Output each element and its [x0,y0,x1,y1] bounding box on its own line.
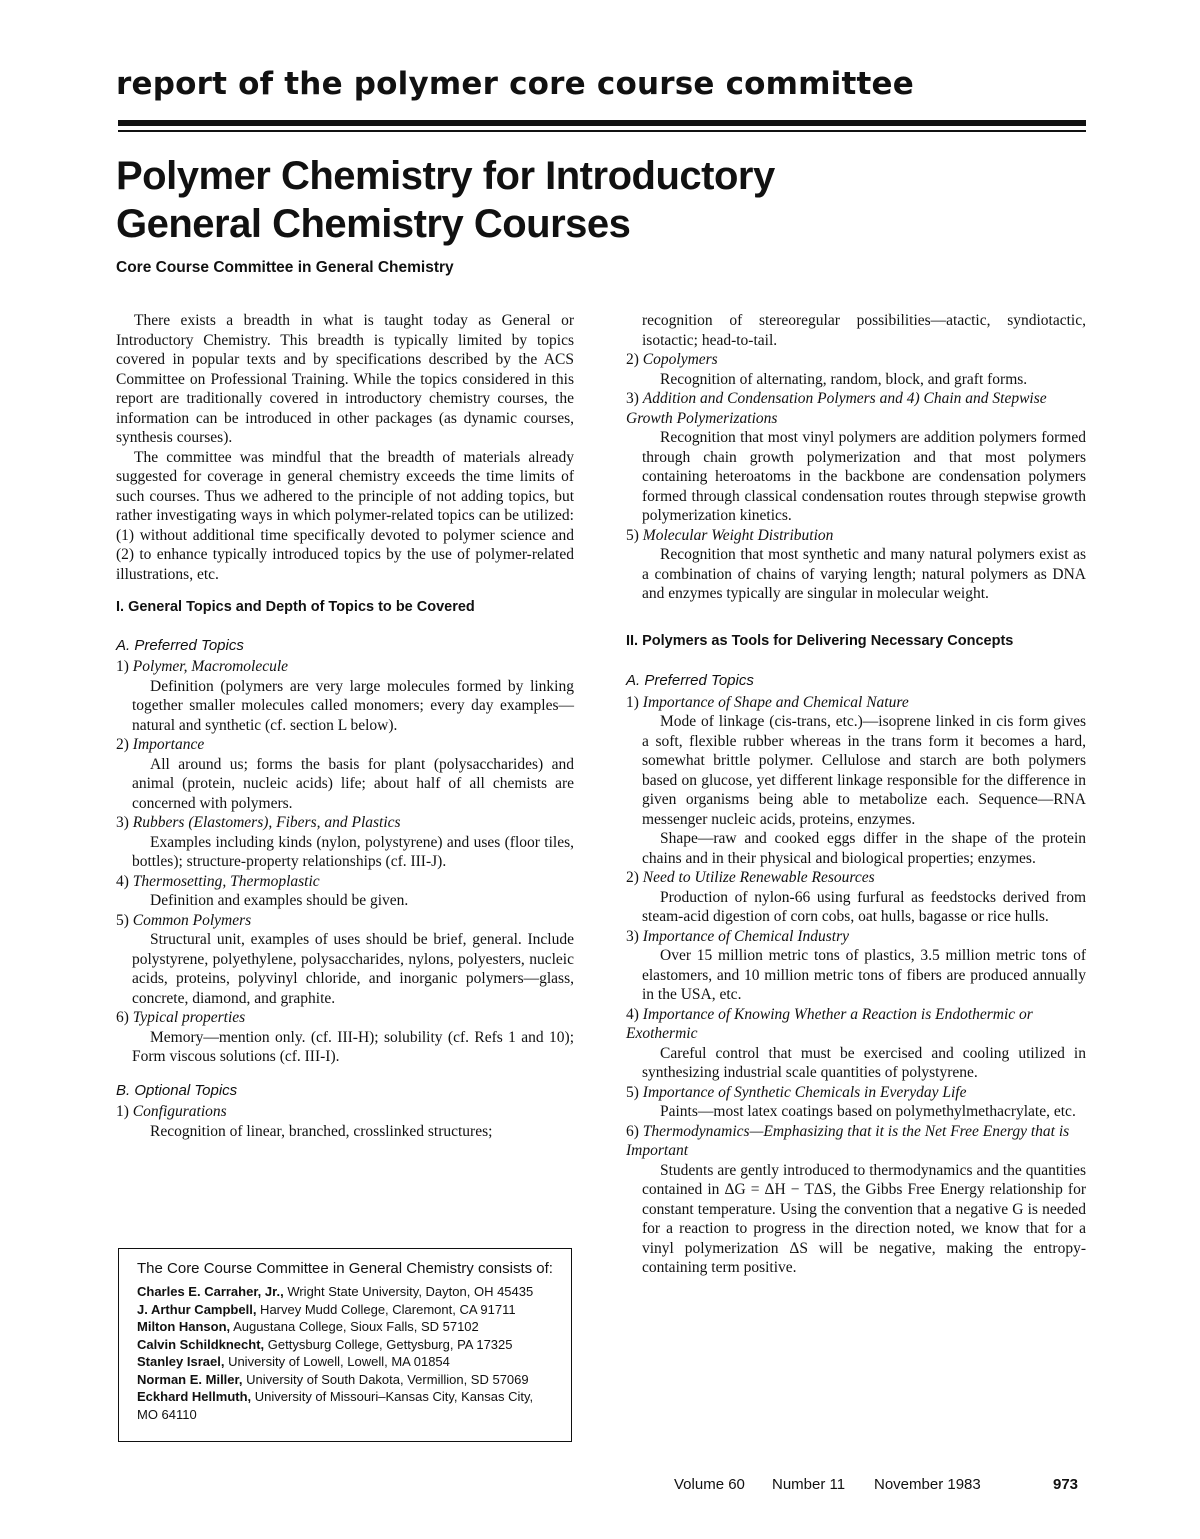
item-title: Thermodynamics—Emphasizing that it is the Net Free Energy that is Important [626,1122,1070,1159]
header-rule-thin [118,130,1086,132]
topic-item [626,1005,1086,1083]
item-number: 4) [116,872,129,890]
item-title: Rubbers (Elastomers), Fibers, and Plastics [132,814,401,831]
item-body: Recognition of alternating, random, block, and graft forms. [660,370,1028,388]
committee-member [137,1301,557,1319]
topic-item [116,1102,574,1141]
item-body: Students are gently introduced to thermodynamics and the quantities contained in ΔG = ΔH − TΔS, the Gibbs Free Energy relationship for constant temperature. Using the convention that a negative G is needed for a reaction to progress in the direction noted, we know that for a vinyl polymerization ΔS will be negative, making the entropy-containing term positive. [642,1161,1086,1276]
page-number: 973 [1053,1476,1079,1493]
member-name: Eckhard Hellmuth, [137,1389,252,1404]
section-heading-2: II. Polymers as Tools for Delivering Necessary Concepts [626,632,1014,649]
item-body: Shape—raw and cooked eggs differ in the shape of the protein chains and in their physical and biological properties; enzymes. [642,830,1086,867]
intro-paragraph-1: There exists a breadth in what is taught today as General or Introductory Chemistry. This breadth is typically limited by topics covered in popular texts and by specifications described by the ACS Committee on Professional Training. While the topics considered in this report are traditionally covered in introductory chemistry courses, the information can be introduced in other packages (as dynamic courses, synthesis courses). [116,312,574,446]
item-number: 2) [116,736,129,753]
report-banner: report of the polymer core course committee [116,66,914,102]
item-title: Polymer, Macromolecule [132,658,289,675]
item-title: Need to Utilize Renewable Resources [642,869,875,886]
item-title: Addition and Condensation Polymers and 4) Chain and Stepwise Growth Polymerizations [626,390,1047,427]
item-number: 3) [626,927,639,945]
topic-item [626,927,1086,1005]
item-title: Importance of Shape and Chemical Nature [642,693,909,711]
committee-member [137,1353,557,1371]
item-body: Recognition of linear, branched, crosslinked structures; [150,1122,493,1140]
committee-member [137,1388,557,1423]
item-number: 5) [626,1083,639,1101]
subsection-preferred-topics-2: A. Preferred Topics [626,672,754,689]
article-title [116,152,775,248]
topic-item [626,350,1086,389]
right-column [626,311,1086,1278]
footer-number: Number 11 [772,1476,846,1493]
section-heading-1: I. General Topics and Depth of Topics to be Covered [116,599,475,615]
item-title: Molecular Weight Distribution [642,526,834,544]
item-body: Definition (polymers are very large molecules formed by linking together smaller molecules called monomers; every day examples—natural and synthetic (cf. section L below). [132,677,574,734]
item-number: 2) [626,351,639,368]
item-body: Structural unit, examples of uses should be brief, general. Include polystyrene, polyethylene, polysaccharides, nylons, polyesters, nucleic acids, proteins, polyvinyl chloride, and inorganic polymers—glass, concrete, diamond, and graphite. [132,931,574,1007]
item-number: 2) [626,869,639,886]
item-number: 3) [626,390,639,407]
item-number: 4) [626,1005,639,1023]
topic-item [626,389,1086,526]
member-affiliation: Wright State University, Dayton, OH 45435 [283,1284,534,1299]
committee-members-box [118,1248,572,1442]
item-body-continued: recognition of stereoregular possibilities—atactic, syndiotactic, isotactic; head-to-tail. [642,312,1086,349]
item-number: 6) [626,1122,639,1140]
item-body: Memory—mention only. (cf. III-H); solubility (cf. Refs 1 and 10); Form viscous solutions (cf. III-I). [132,1028,574,1065]
item-number: 3) [116,814,129,831]
item-body: Recognition that most synthetic and many natural polymers exist as a combination of chains of varying length; natural polymers as DNA and enzymes typically are singular in molecular weight. [642,546,1086,602]
item-title: Thermosetting, Thermoplastic [132,872,320,890]
item-title: Typical properties [132,1009,246,1026]
item-number: 5) [626,526,639,544]
item-title: Importance [132,736,205,753]
topic-item [116,1008,574,1067]
subsection-optional-topics: B. Optional Topics [116,1081,238,1099]
committee-list [137,1259,557,1423]
title-line-1: Polymer Chemistry for Introductory [116,154,775,198]
item-number: 1) [626,693,639,711]
item-body: Mode of linkage (cis-trans, etc.)—isoprene linked in cis form gives a soft, flexible rubber whereas in the trans form it becomes a hard, somewhat brittle polymer. Cellulose and starch are both polymers based on glucose, yet different linkage responsible for the difference in given organisms being able to metabolize each. Sequence—RNA messenger nucleic acids, proteins, enzymes. [642,713,1086,828]
item-title: Importance of Chemical Industry [642,927,849,945]
member-name: Charles E. Carraher, Jr., [137,1284,284,1299]
item-title: Copolymers [642,351,718,368]
item-body: All around us; forms the basis for plant (polysaccharides) and animal (protein, nucleic acids) life; about half of all chemists are concerned with polymers. [132,755,574,812]
item-body: Examples including kinds (nylon, polystyrene) and uses (floor tiles, bottles); structure-property relationships (cf. III-J). [132,833,574,870]
item-body: Over 15 million metric tons of plastics, 3.5 million metric tons of elastomers, and 10 million metric tons of fibers are produced annually in the USA, etc. [642,947,1086,1003]
member-affiliation: Augustana College, Sioux Falls, SD 57102 [230,1319,479,1334]
item-body: Paints—most latex coatings based on polymethylmethacrylate, etc. [660,1103,1076,1120]
committee-member [137,1283,557,1301]
item-body: Recognition that most vinyl polymers are addition polymers formed through chain growth polymerization and that most polymers containing heteroatoms in the backbone are condensation polymers formed through classical condensation routes through stepwise growth polymerization kinetics. [642,429,1086,524]
item-number: 5) [116,911,129,929]
committee-member [137,1336,557,1354]
topic-item [626,868,1086,927]
item-title: Common Polymers [132,911,252,929]
member-name: J. Arthur Campbell, [137,1301,257,1317]
item-number: 6) [116,1009,129,1026]
topic-item [626,1122,1086,1278]
article-byline: Core Course Committee in General Chemistry [116,259,454,276]
item-body: Production of nylon-66 using furfural as feedstocks derived from steam-acid digestion of corn cobs, oat hulls, bagasse or rice hulls. [642,888,1086,925]
member-affiliation: Gettysburg College, Gettysburg, PA 17325 [264,1336,513,1352]
title-line-2: General Chemistry Courses [116,202,631,246]
member-name: Norman E. Miller, [137,1371,243,1387]
topic-item [626,693,1086,869]
topic-item [626,526,1086,604]
topic-item [116,657,574,735]
intro-paragraph-2: The committee was mindful that the breadth of materials already suggested for coverage in general chemistry exceeds the time limits of such courses. Thus we adhered to the principle of not adding topics, but rather investigating ways in which polymer-related topics can be utilized: (1) without additional time specifically devoted to polymer science and (2) to enhance typically introduced topics by the use of polymer-related illustrations, etc. [116,448,574,583]
footer-date: November 1983 [874,1476,981,1493]
committee-intro: The Core Course Committee in General Chemistry consists of: [137,1260,553,1277]
committee-member [137,1318,557,1336]
member-name: Stanley Israel, [137,1354,225,1369]
item-number: 1) [116,658,129,675]
member-affiliation: University of Missouri–Kansas City, Kansas City, MO 64110 [137,1389,534,1422]
item-body: Careful control that must be exercised and cooling utilized in synthesizing industrial scale quantities of polystyrene. [642,1044,1086,1081]
member-affiliation: University of South Dakota, Vermillion, SD 57069 [242,1371,529,1387]
header-rule-thick [118,120,1086,126]
committee-member [137,1371,557,1389]
item-title: Importance of Knowing Whether a Reaction is Endothermic or Exothermic [626,1005,1033,1042]
item-title: Configurations [132,1103,227,1120]
item-body: Definition and examples should be given. [150,892,409,909]
topic-item [116,813,574,872]
footer-volume: Volume 60 [674,1476,745,1493]
member-affiliation: University of Lowell, Lowell, MA 01854 [224,1354,450,1369]
member-name: Calvin Schildknecht, [137,1336,265,1352]
left-column [116,311,574,1141]
item-number: 1) [116,1103,129,1120]
topic-item [626,1083,1086,1122]
topic-item [116,911,574,1009]
member-affiliation: Harvey Mudd College, Claremont, CA 91711 [256,1301,516,1317]
item-title: Importance of Synthetic Chemicals in Everyday Life [642,1083,967,1101]
subsection-preferred-topics: A. Preferred Topics [116,636,244,654]
topic-item [116,735,574,813]
topic-item [116,872,574,911]
member-name: Milton Hanson, [137,1319,231,1334]
